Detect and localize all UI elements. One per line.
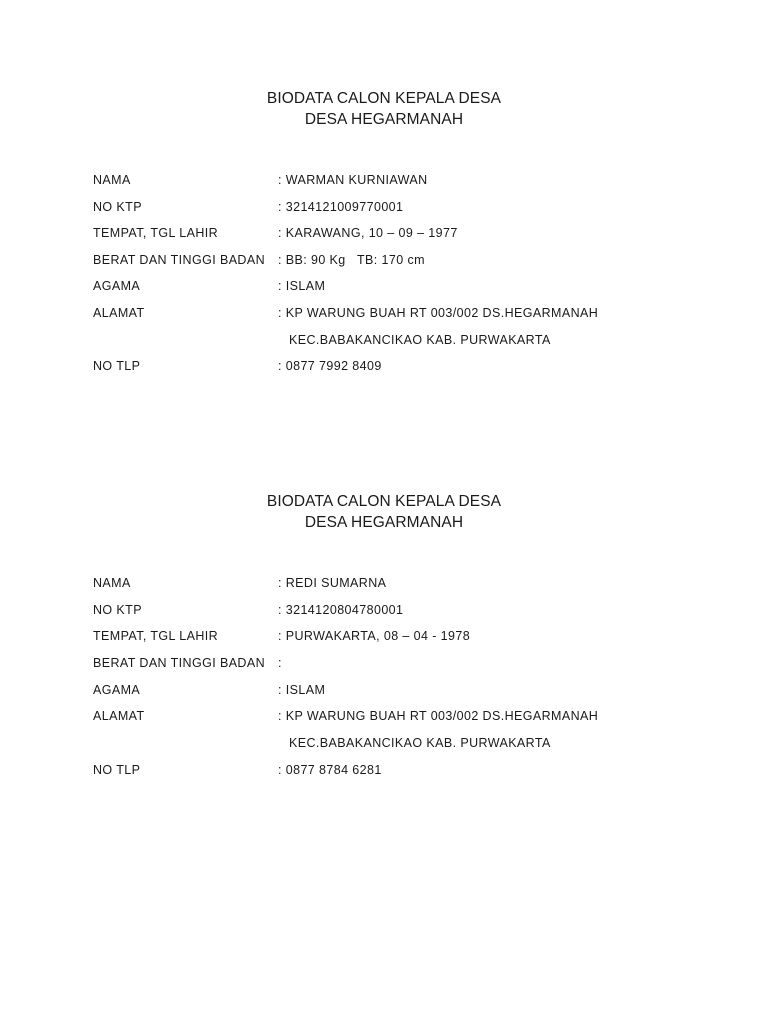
field-value: : 3214121009770001 [278, 200, 404, 214]
field-row-no-ktp [0, 600, 768, 620]
field-value: : 3214120804780001 [278, 603, 404, 617]
field-row-no-tlp [0, 356, 768, 376]
field-value: : REDI SUMARNA [278, 576, 387, 590]
field-value: : KP WARUNG BUAH RT 003/002 DS.HEGARMANAH [278, 709, 599, 723]
field-label: NAMA [93, 576, 131, 590]
field-label: AGAMA [93, 279, 141, 293]
field-value: : KARAWANG, 10 – 09 – 1977 [278, 226, 458, 240]
field-value: : KP WARUNG BUAH RT 003/002 DS.HEGARMANAH [278, 306, 599, 320]
title-line-1: BIODATA CALON KEPALA DESA [266, 90, 502, 107]
field-row-agama [0, 680, 768, 700]
field-row-agama [0, 276, 768, 296]
field-value: : WARMAN KURNIAWAN [278, 173, 428, 187]
title-line-2: DESA HEGARMANAH [304, 111, 464, 128]
field-value: : BB: 90 Kg TB: 170 cm [278, 253, 425, 267]
field-label: NO KTP [93, 200, 142, 214]
section-2-title [0, 491, 768, 533]
field-row-alamat [0, 303, 768, 323]
field-label: NO KTP [93, 603, 142, 617]
field-value: : 0877 8784 6281 [278, 763, 382, 777]
field-value: : 0877 7992 8409 [278, 359, 382, 373]
field-row-nama [0, 573, 768, 593]
field-value: : [278, 656, 282, 670]
field-row-tempat-tgl-lahir [0, 223, 768, 243]
field-value-continuation: KEC.BABAKANCIKAO KAB. PURWAKARTA [289, 333, 551, 347]
field-row-berat-tinggi [0, 250, 768, 270]
section-1-title [0, 88, 768, 130]
field-row-alamat-cont [0, 733, 768, 753]
field-value: : ISLAM [278, 683, 326, 697]
field-label: ALAMAT [93, 709, 145, 723]
field-value: : ISLAM [278, 279, 326, 293]
field-label: TEMPAT, TGL LAHIR [93, 226, 219, 240]
field-label: NO TLP [93, 359, 141, 373]
title-line-1: BIODATA CALON KEPALA DESA [266, 493, 502, 510]
field-value-continuation: KEC.BABAKANCIKAO KAB. PURWAKARTA [289, 736, 551, 750]
field-label: BERAT DAN TINGGI BADAN [93, 656, 266, 670]
field-row-alamat-cont [0, 330, 768, 350]
field-value: : PURWAKARTA, 08 – 04 - 1978 [278, 629, 471, 643]
field-label: NO TLP [93, 763, 141, 777]
field-row-nama [0, 170, 768, 190]
field-row-tempat-tgl-lahir [0, 626, 768, 646]
field-row-no-ktp [0, 197, 768, 217]
field-label: TEMPAT, TGL LAHIR [93, 629, 219, 643]
field-label: AGAMA [93, 683, 141, 697]
field-row-berat-tinggi [0, 653, 768, 673]
field-row-alamat [0, 706, 768, 726]
field-label: ALAMAT [93, 306, 145, 320]
field-row-no-tlp [0, 760, 768, 780]
field-label: NAMA [93, 173, 131, 187]
field-label: BERAT DAN TINGGI BADAN [93, 253, 266, 267]
title-line-2: DESA HEGARMANAH [304, 514, 464, 531]
